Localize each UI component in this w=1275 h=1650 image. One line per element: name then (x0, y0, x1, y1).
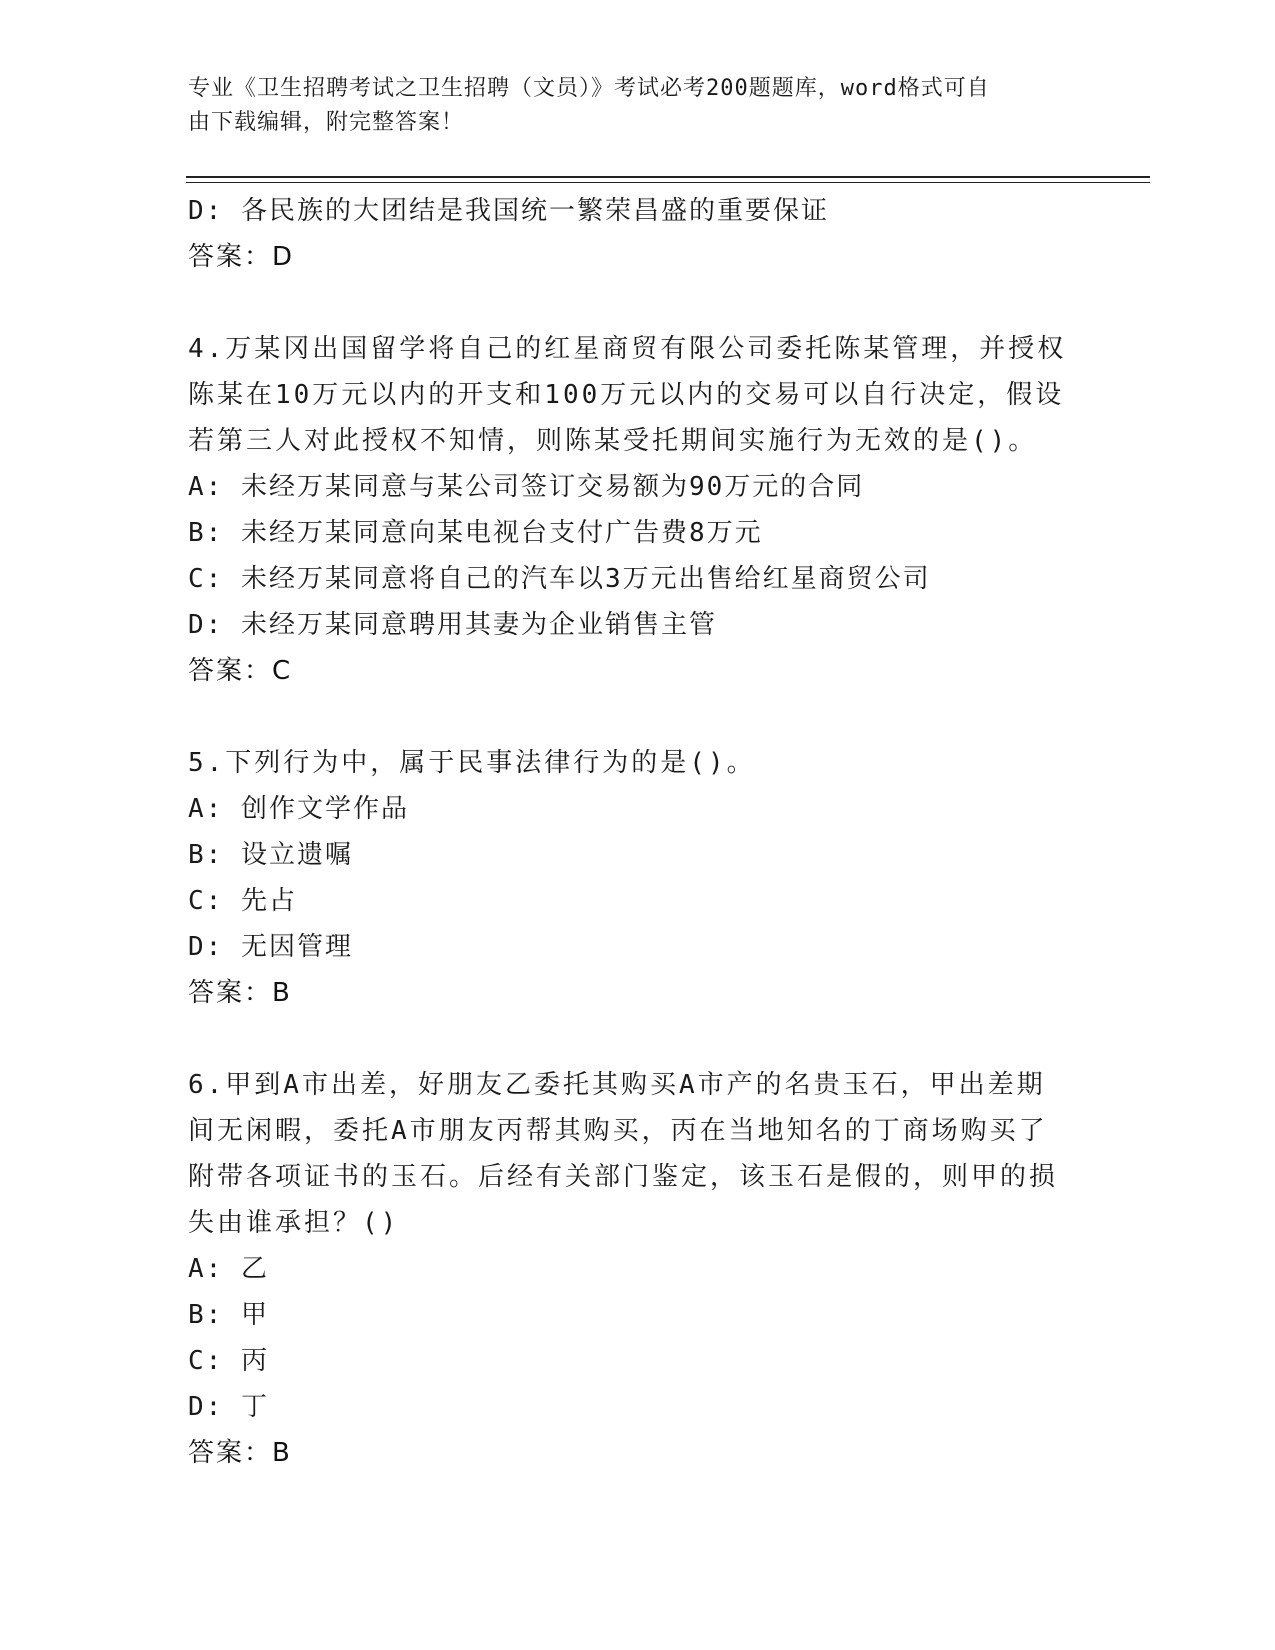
option-d: D: 未经万某同意聘用其妻为企业销售主管 (188, 610, 717, 640)
header-line-2: 由下载编辑，附完整答案！ (188, 110, 465, 135)
answer-line: 答案：D (188, 242, 295, 272)
question-content (188, 188, 1088, 1476)
question-6 (188, 1062, 1088, 1476)
question-4 (188, 326, 1088, 694)
question-stem-line: 若第三人对此授权不知情，则陈某受托期间实施行为无效的是()。 (188, 426, 1038, 456)
document-header (188, 72, 1068, 140)
option-c: C: 未经万某同意将自己的汽车以3万元出售给红星商贸公司 (188, 564, 931, 594)
question-stem-line: 失由谁承担？() (188, 1208, 400, 1238)
question-3-tail (188, 188, 1088, 280)
question-5 (188, 740, 1088, 1016)
option-a: A: 创作文学作品 (188, 794, 409, 824)
option-b: B: 未经万某同意向某电视台支付广告费8万元 (188, 518, 763, 548)
header-divider-thin (186, 182, 1150, 183)
question-stem-line: 陈某在10万元以内的开支和100万元以内的交易可以自行决定，假设 (188, 380, 1065, 410)
header-divider-thick (186, 176, 1150, 178)
question-stem-line: 4.万某冈出国留学将自己的红星商贸有限公司委托陈某管理，并授权 (188, 334, 1067, 364)
option-c: C: 先占 (188, 886, 297, 916)
answer-line: 答案：C (188, 656, 293, 686)
option-d: D: 无因管理 (188, 932, 353, 962)
question-stem-line: 6.甲到A市出差，好朋友乙委托其购买A市产的名贵玉石，甲出差期 (188, 1070, 1046, 1100)
answer-line: 答案：B (188, 978, 292, 1008)
option-d: D: 丁 (188, 1392, 269, 1422)
question-stem-line: 附带各项证书的玉石。后经有关部门鉴定，该玉石是假的，则甲的损 (188, 1162, 1059, 1192)
spacer (188, 694, 1088, 740)
spacer (188, 1016, 1088, 1062)
answer-line: 答案：B (188, 1438, 292, 1468)
option-c: C: 丙 (188, 1346, 269, 1376)
option-d: D: 各民族的大团结是我国统一繁荣昌盛的重要保证 (188, 196, 829, 226)
option-b: B: 甲 (188, 1300, 269, 1330)
option-a: A: 未经万某同意与某公司签订交易额为90万元的合同 (188, 472, 865, 502)
spacer (188, 280, 1088, 326)
question-stem-line: 间无闲暇，委托A市朋友丙帮其购买，丙在当地知名的丁商场购买了 (188, 1116, 1048, 1146)
option-a: A: 乙 (188, 1254, 269, 1284)
option-b: B: 设立遗嘱 (188, 840, 353, 870)
header-line-1: 专业《卫生招聘考试之卫生招聘（文员）》考试必考200题题库，word格式可自 (188, 76, 990, 101)
question-stem-line: 5.下列行为中，属于民事法律行为的是()。 (188, 748, 756, 778)
